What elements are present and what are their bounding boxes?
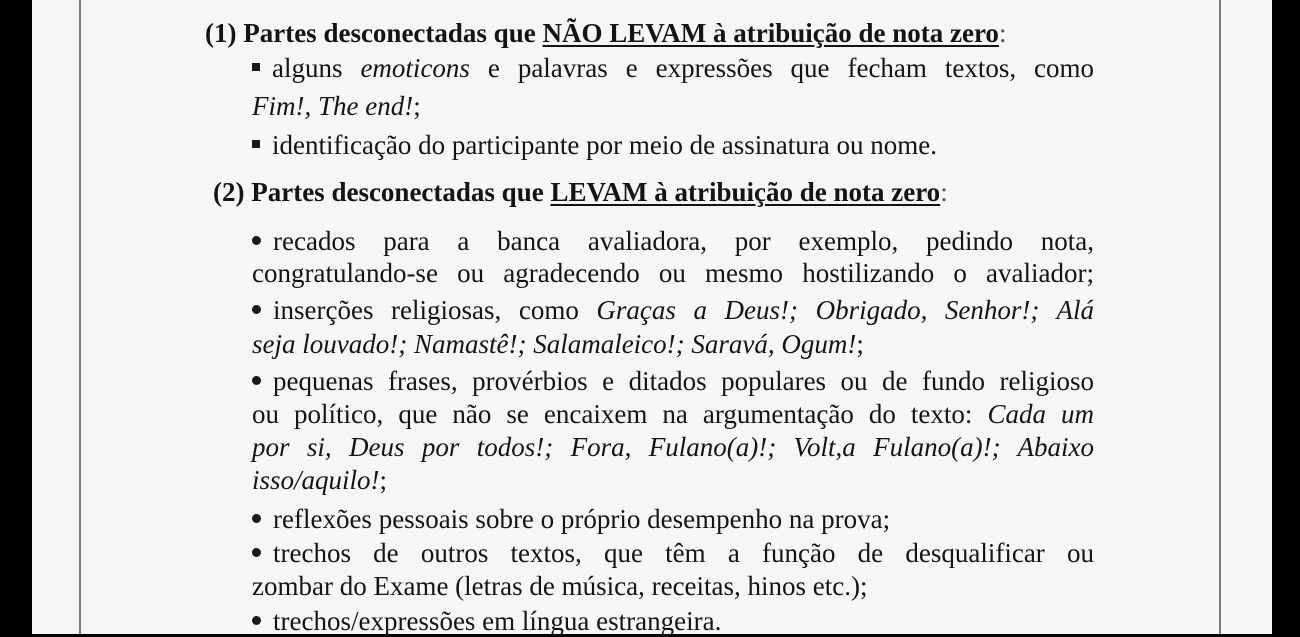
section1-item-1-line-1: alguns emoticons e palavras e expressões que fecham textos, como: [252, 52, 1094, 84]
section2-item-3-line-2: ou político, que não se encaixem na argumentação do texto: Cada um: [252, 399, 1095, 429]
round-bullet-icon: [252, 514, 261, 523]
section1-colon: :: [998, 18, 1007, 48]
square-bullet-icon: [252, 140, 260, 148]
section1-heading: [205, 17, 1006, 49]
section2-item-5-line-2: zombar do Exame (letras de música, receitas, hinos etc.);: [252, 571, 868, 601]
round-bullet-icon: [252, 236, 261, 245]
section2-item-3-line-3: por si, Deus por todos!; Fora, Fulano(a)!; Volt,a Fulano(a)!; Abaixo: [252, 432, 1094, 462]
section1-item-2: identificação do participante por meio de assinatura ou nome.: [252, 129, 937, 161]
section2-item-3-line-1: pequenas frases, provérbios e ditados populares ou de fundo religioso: [252, 365, 1094, 397]
document-border-left: [79, 0, 81, 634]
section2-title-prefix: Partes desconectadas que: [251, 177, 544, 207]
square-bullet-icon: [252, 63, 260, 71]
round-bullet-icon: [252, 616, 261, 625]
section1-number: (1): [205, 18, 237, 48]
section2-item-1-line-1: recados para a banca avaliadora, por exemplo, pedindo nota,: [252, 225, 1094, 257]
section2-title-emphasis: LEVAM à atribuição de nota zero: [550, 177, 941, 207]
round-bullet-icon: [252, 305, 261, 314]
section2-item-3-line-4: isso/aquilo!;: [252, 465, 388, 495]
round-bullet-icon: [252, 376, 261, 385]
section2-item-5-line-1: trechos de outros textos, que têm a função de desqualificar ou: [252, 537, 1094, 569]
section2-item-6: trechos/expressões em língua estrangeira.: [252, 605, 721, 637]
section2-item-1-line-2: congratulando-se ou agradecendo ou mesmo hostilizando o avaliador;: [252, 258, 1094, 288]
document-border-right: [1219, 0, 1221, 634]
section2-heading: [213, 176, 948, 208]
section1-title-emphasis: NÃO LEVAM à atribuição de nota zero: [542, 18, 999, 48]
section2-item-2-line-2: seja louvado!; Namastê!; Salamaleico!; Saravá, Ogum!;: [252, 329, 864, 359]
section1-title-prefix: Partes desconectadas que: [243, 18, 536, 48]
round-bullet-icon: [252, 548, 261, 557]
section2-item-2-line-1: inserções religiosas, como Graças a Deus!; Obrigado, Senhor!; Alá: [252, 294, 1094, 326]
section1-item-1-line-2: Fim!, The end!;: [252, 91, 421, 121]
section2-colon: :: [940, 177, 948, 207]
section2-item-4: reflexões pessoais sobre o próprio desempenho na prova;: [252, 503, 890, 535]
section2-number: (2): [213, 177, 245, 207]
